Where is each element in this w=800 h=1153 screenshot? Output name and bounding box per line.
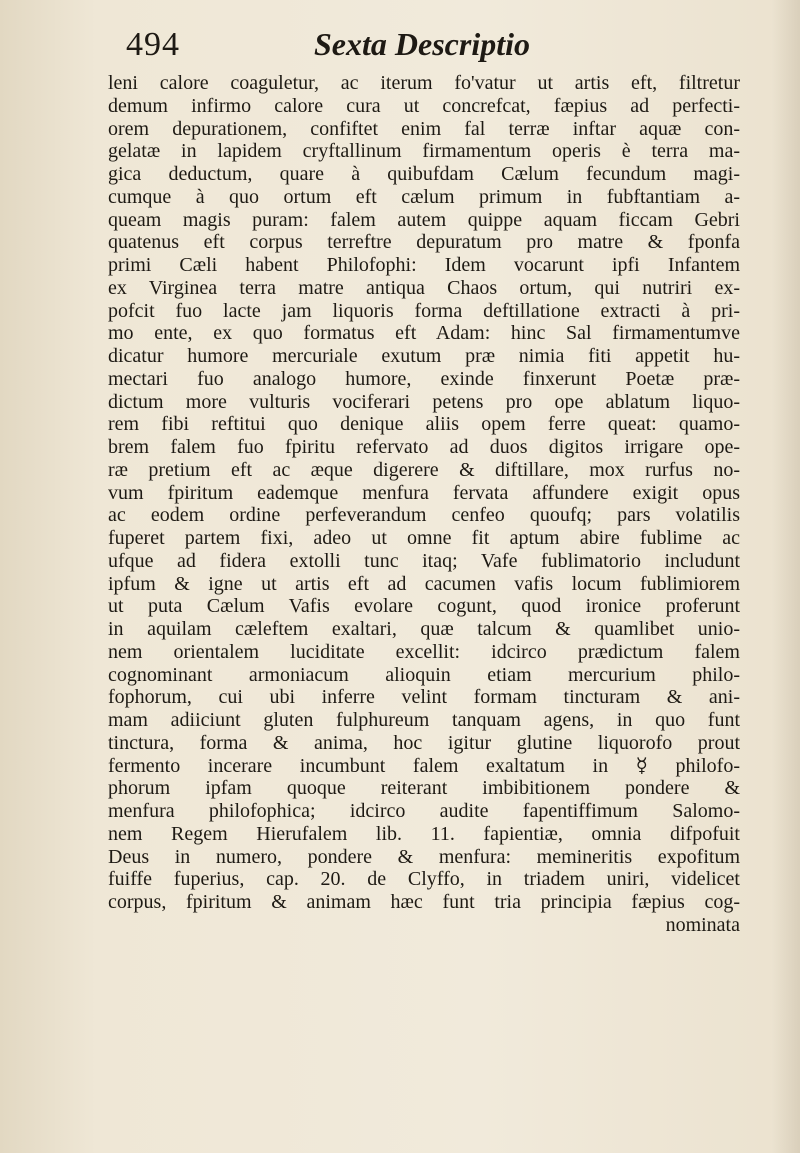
- text-line: ufque ad fidera extolli tunc itaq; Vafe fublimatorio includunt: [108, 549, 740, 572]
- text-line: nominata: [665, 913, 740, 936]
- text-line: mo ente, ex quo formatus eft Adam: hinc Sal firmamentumve: [108, 322, 740, 345]
- text-line: brem falem fuo fpiritu refervato ad duos digitos irrigare ope-: [108, 436, 740, 458]
- text-line: fuperet partem fixi, adeo ut omne fit aptum abire fublime ac: [108, 527, 740, 549]
- text-line: ut puta Cælum Vafis evolare cogunt, quod ironice proferunt: [108, 595, 740, 618]
- text-line: ipfum & igne ut artis eft ad cacumen vafis locum fublimiorem: [108, 572, 740, 595]
- text-line: demum infirmo calore cura ut concrefcat, fæpius ad perfecti-: [108, 94, 740, 117]
- body-text: [108, 72, 740, 937]
- text-line: menfura philofophica; idcirco audite fapentiffimum Salomo-: [108, 800, 740, 822]
- text-line: fermento incerare incumbunt falem exaltatum in ☿ philofo-: [108, 754, 740, 777]
- text-line: leni calore coaguletur, ac iterum fo'vatur ut artis eft, filtretur: [108, 72, 740, 94]
- text-line: queam magis puram: falem autem quippe aquam ficcam Gebri: [108, 208, 740, 231]
- text-line: mectari fuo analogo humore, exinde finxerunt Poetæ præ-: [108, 367, 740, 390]
- text-line: cognominant armoniacum alioquin etiam mercurium philo-: [108, 663, 740, 686]
- running-head: Sexta Descriptio: [314, 26, 530, 62]
- text-line: ræ pretium eft ac æque digerere & diftillare, mox rurfus no-: [108, 458, 740, 481]
- text-line: pofcit fuo lacte jam liquoris forma deftillatione extracti à pri-: [108, 299, 740, 322]
- text-line: phorum ipfam quoque reiterant imbibitionem pondere &: [108, 777, 740, 800]
- text-line: in aquilam cæleftem exaltari, quæ talcum & quamlibet unio-: [108, 618, 740, 640]
- text-line: gelatæ in lapidem cryftallinum firmamentum operis è terra ma-: [108, 140, 740, 163]
- text-line: cumque à quo ortum eft cælum primum in fubftantiam a-: [108, 185, 740, 208]
- text-line: orem depurationem, confiftet enim fal terræ inftar aquæ con-: [108, 117, 740, 140]
- text-line: vum fpiritum eademque menfura fervata affundere exigit opus: [108, 481, 740, 504]
- text-line: primi Cæli habent Philofophi: Idem vocarunt ipfi Infantem: [108, 254, 740, 276]
- page-header: [126, 26, 686, 70]
- text-line: nem Regem Hierufalem lib. 11. fapientiæ, omnia difpofuit: [108, 822, 740, 845]
- text-line: quatenus eft corpus terreftre depuratum pro matre & fponfa: [108, 231, 740, 254]
- text-line: corpus, fpiritum & animam hæc funt tria principia fæpius cog-: [108, 891, 740, 913]
- page-edge-shadow: [772, 0, 800, 1153]
- text-line: nem orientalem luciditate excellit: idcirco prædictum falem: [108, 640, 740, 663]
- text-line: fuiffe fuperius, cap. 20. de Clyffo, in triadem uniri, videlicet: [108, 868, 740, 891]
- text-line: ex Virginea terra matre antiqua Chaos ortum, qui nutriri ex-: [108, 276, 740, 299]
- page-number: 494: [126, 26, 180, 63]
- text-line: ac eodem ordine perfeverandum cenfeo quoufq; pars volatilis: [108, 504, 740, 527]
- text-line: fophorum, cui ubi inferre velint formam tincturam & ani-: [108, 686, 740, 709]
- text-line: dicatur humore mercuriale exutum præ nimia fiti appetit hu-: [108, 345, 740, 367]
- text-line: rem fibi reftitui quo denique aliis opem ferre queat: quamo-: [108, 413, 740, 436]
- text-line: dictum more vulturis vociferari petens pro ope ablatum liquo-: [108, 390, 740, 413]
- text-line: Deus in numero, pondere & menfura: memineritis expofitum: [108, 845, 740, 868]
- text-line: gica deductum, quare à quibufdam Cælum fecundum magi-: [108, 163, 740, 185]
- text-line: mam adiiciunt gluten fulphureum tanquam agens, in quo funt: [108, 709, 740, 731]
- text-line: tinctura, forma & anima, hoc igitur glutine liquorofo prout: [108, 731, 740, 754]
